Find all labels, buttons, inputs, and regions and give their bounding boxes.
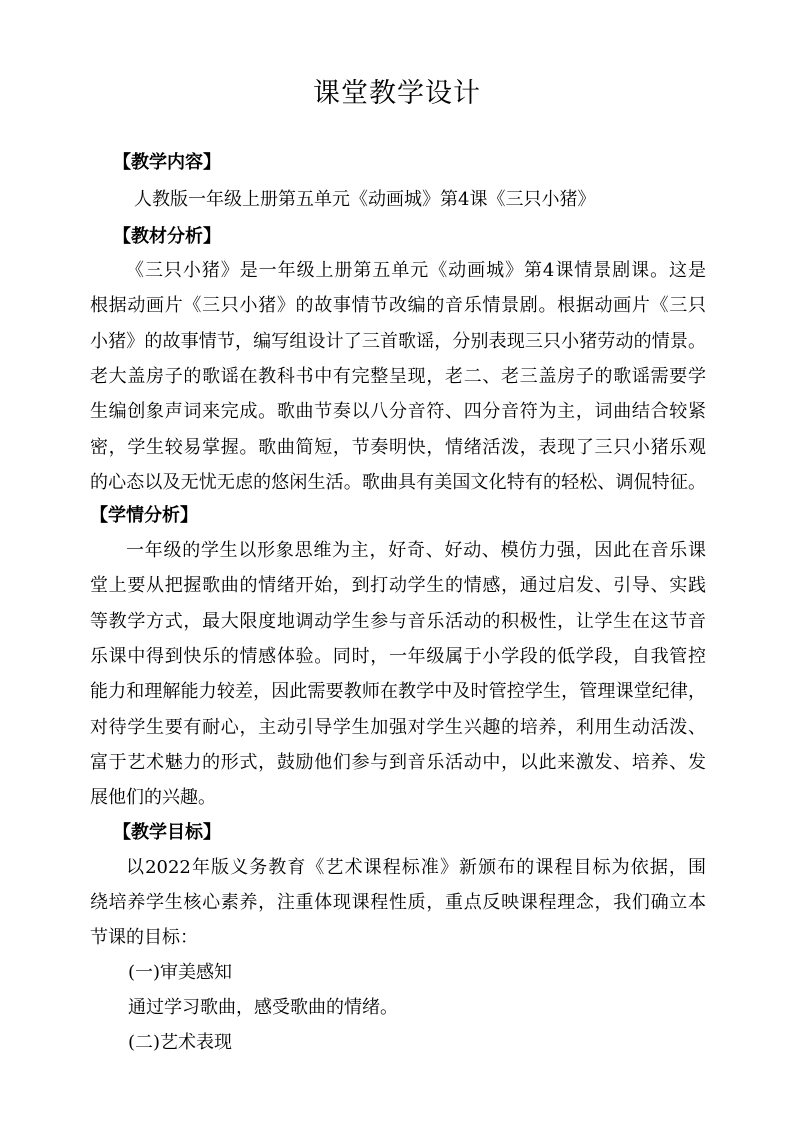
page-title: 课堂教学设计 (313, 78, 481, 109)
material-line: 的心态以及无忧无虑的悠闲生活。歌曲具有美国文化特有的轻松、调侃特征。 (90, 472, 706, 493)
goals-subheading: (二)艺术表现 (128, 1032, 233, 1053)
goals-line: 节课的目标： (90, 927, 198, 948)
material-line: 《三只小猪》是一年级上册第五单元《动画城》第4课情景剧课。这是 (126, 260, 706, 281)
learners-line: 堂上要从把握歌曲的情绪开始，到打动学生的情感，通过启发、引导、实践 (90, 575, 706, 596)
goals-line: 绕培养学生核心素养，注重体现课程性质，重点反映课程理念，我们确立本 (90, 892, 706, 913)
learners-line: 等教学方式，最大限度地调动学生参与音乐活动的积极性，让学生在这节音 (90, 611, 706, 632)
section-heading-goals: 【教学目标】 (113, 822, 221, 843)
section-heading-material: 【教材分析】 (113, 226, 221, 247)
goals-subheading: (一)审美感知 (128, 962, 233, 983)
learners-line: 对待学生要有耐心，主动引导学生加强对学生兴趣的培养，利用生动活泼、 (90, 717, 706, 738)
goals-item: 通过学习歌曲，感受歌曲的情绪。 (128, 997, 398, 1018)
material-line: 小猪》的故事情节，编写组设计了三首歌谣，分别表现三只小猪劳动的情景。 (90, 331, 706, 352)
goals-line: 以2022年版义务教育《艺术课程标准》新颁布的课程目标为依据，围 (126, 857, 706, 878)
section-heading-learners: 【学情分析】 (90, 505, 198, 526)
learners-line: 能力和理解能力较差，因此需要教师在教学中及时管控学生，管理课堂纪律， (90, 681, 706, 702)
learners-line: 乐课中得到快乐的情感体验。同时，一年级属于小学段的低学段，自我管控 (90, 646, 706, 667)
learners-line: 一年级的学生以形象思维为主，好奇、好动、模仿力强，因此在音乐课 (126, 540, 706, 561)
content-text: 人教版一年级上册第五单元《动画城》第4课《三只小猪》 (134, 189, 596, 210)
learners-line: 富于艺术魅力的形式，鼓励他们参与到音乐活动中，以此来激发、培养、发 (90, 752, 706, 773)
material-line: 密，学生较易掌握。歌曲简短，节奏明快，情绪活泼，表现了三只小猪乐观 (90, 437, 706, 458)
material-line: 根据动画片《三只小猪》的故事情节改编的音乐情景剧。根据动画片《三只 (90, 295, 706, 316)
section-heading-content: 【教学内容】 (113, 152, 221, 173)
learners-line: 展他们的兴趣。 (90, 787, 216, 808)
material-line: 老大盖房子的歌谣在教科书中有完整呈现，老二、老三盖房子的歌谣需要学 (90, 366, 706, 387)
material-line: 生编创象声词来完成。歌曲节奏以八分音符、四分音符为主，词曲结合较紧 (90, 401, 706, 422)
